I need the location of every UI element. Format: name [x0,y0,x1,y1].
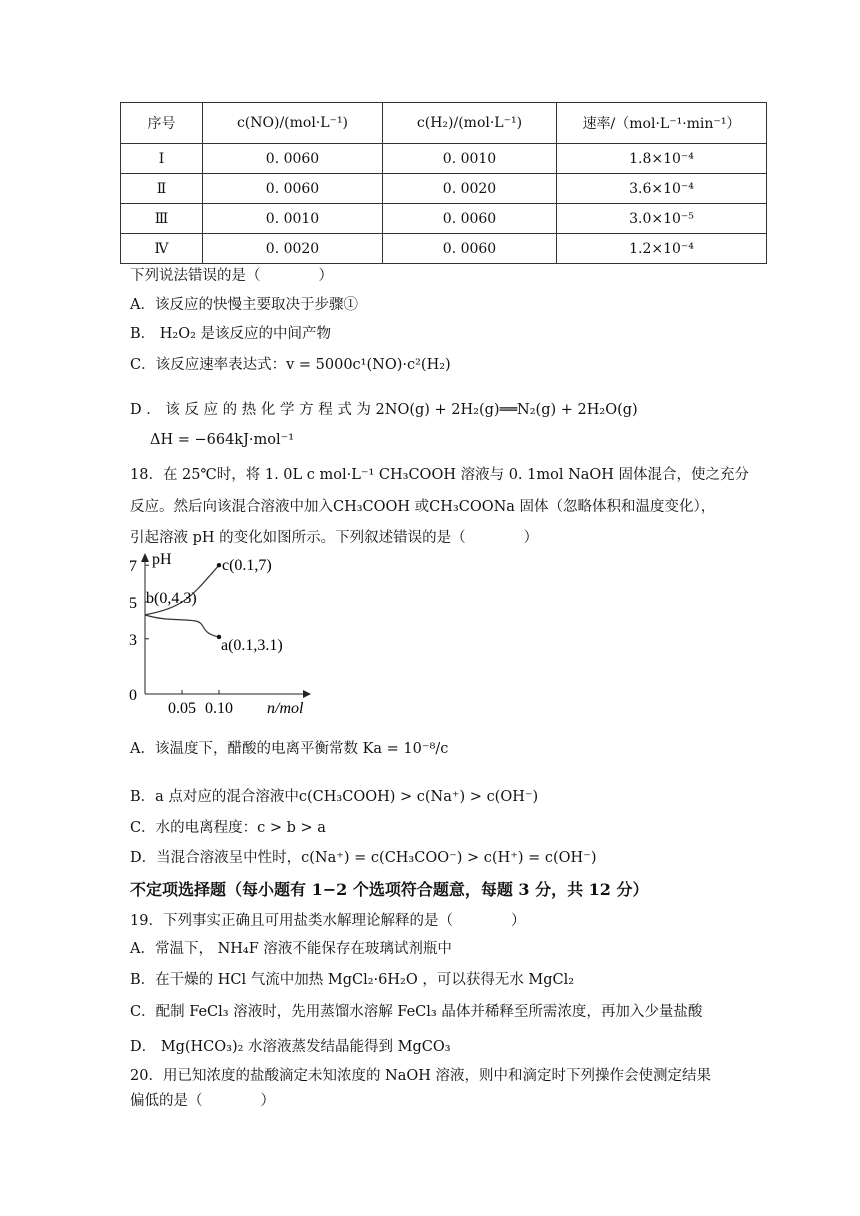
q17-option-d-enthalpy: ΔH = −664kJ·mol⁻¹ [150,432,295,448]
q19-option-b: B．在干燥的 HCl 气流中加热 MgCl₂·6H₂O ，可以获得无水 MgCl₂ [130,972,575,988]
table-cell: 3.6×10⁻⁴ [557,174,767,204]
x-tick-label: 0.05 [168,700,196,717]
q20-stem-line-1: 20．用已知浓度的盐酸滴定未知浓度的 NaOH 溶液，则中和滴定时下列操作会使测定结果 [130,1068,712,1084]
x-tick-label: 0.10 [205,700,233,717]
q17-option-b: B． H₂O₂ 是该反应的中间产物 [130,326,332,342]
q17-option-c: C．该反应速率表达式：v = 5000c¹(NO)·c²(H₂) [130,357,451,373]
y-axis-label: pH [152,551,172,568]
x-axis-label: n/mol [267,700,304,717]
q17-stem: 下列说法错误的是（ ） [130,268,333,284]
table-header-row [121,103,767,144]
rate-table [120,102,767,264]
point-a-label: a(0.1,3.1) [221,636,283,654]
q18-option-a: A．该温度下，醋酸的电离平衡常数 Ka = 10⁻⁸/c [130,741,449,757]
table-cell: 0. 0020 [383,174,557,204]
table-row [121,204,767,234]
point-c-label: c(0.1,7) [222,557,272,575]
table-cell: 0. 0060 [203,174,383,204]
q17-option-a: A．该反应的快慢主要取决于步骤① [130,297,358,313]
table-cell: 0. 0010 [383,144,557,174]
y-tick-label: 0 [129,687,137,704]
q17-option-d: D ． 该 反 应 的 热 化 学 方 程 式 为 2NO(g) + 2H₂(g)══N₂(g) + 2H₂O(g) [130,402,638,418]
q20-stem-line-2: 偏低的是（ ） [130,1093,275,1109]
table-header-cell: c(NO)/(mol·L⁻¹) [203,103,383,144]
table-cell: 0. 0060 [383,234,557,264]
q19-stem: 19．下列事实正确且可用盐类水解理论解释的是（ ） [130,913,526,929]
q18-option-c: C．水的电离程度：c > b > a [130,820,326,836]
table-cell: 0. 0010 [203,204,383,234]
x-axis-arrow [303,690,311,698]
q18-stem-line-1: 18．在 25℃时，将 1. 0L c mol·L⁻¹ CH₃COOH 溶液与 0. 1mol NaOH 固体混合，使之充分 [130,467,750,483]
series-line-salt [145,615,219,637]
table-cell: 1.8×10⁻⁴ [557,144,767,174]
table-row [121,144,767,174]
q19-option-c: C．配制 FeCl₃ 溶液时，先用蒸馏水溶解 FeCl₃ 晶体并稀释至所需浓度，再加入少量盐酸 [130,1004,703,1020]
q18-stem-line-2: 反应。然后向该混合溶液中加入CH₃COOH 或CH₃COONa 固体（忽略体积和温度变化）， [130,499,716,515]
table-row [121,174,767,204]
q19-option-d: D． Mg(HCO₃)₂ 水溶液蒸发结晶能得到 MgCO₃ [130,1039,451,1055]
table-cell: Ⅰ [121,144,203,174]
table-header-cell: 速率/（mol·L⁻¹·min⁻¹） [557,103,767,144]
table-cell: 0. 0020 [203,234,383,264]
section-heading: 不定项选择题（每小题有 1−2 个选项符合题意，每题 3 分，共 12 分） [130,880,649,899]
table-header-cell: c(H₂)/(mol·L⁻¹) [383,103,557,144]
y-tick-label: 7 [129,558,137,576]
table-cell: Ⅳ [121,234,203,264]
table-cell: 1.2×10⁻⁴ [557,234,767,264]
table-cell: Ⅱ [121,174,203,204]
point-b-label: b(0,4.3) [146,589,197,607]
table-cell: Ⅲ [121,204,203,234]
q18-option-d: D．当混合溶液呈中性时，c(Na⁺) = c(CH₃COO⁻) > c(H⁺) = c(OH⁻) [130,850,597,866]
table-cell: 3.0×10⁻⁵ [557,204,767,234]
point-c [217,563,221,567]
y-axis-arrow [141,553,149,562]
table-header-cell: 序号 [121,103,203,144]
y-tick-label: 5 [129,595,137,612]
q19-option-a: A．常温下， NH₄F 溶液不能保存在玻璃试剂瓶中 [130,941,452,957]
table-cell: 0. 0060 [383,204,557,234]
q18-option-b: B．a 点对应的混合溶液中c(CH₃COOH) > c(Na⁺) > c(OH⁻) [130,789,539,805]
ph-chart [125,548,325,720]
table-cell: 0. 0060 [203,144,383,174]
y-tick-label: 3 [129,631,137,649]
q18-stem-line-3: 引起溶液 pH 的变化如图所示。下列叙述错误的是（ ） [130,530,539,546]
table-row [121,234,767,264]
